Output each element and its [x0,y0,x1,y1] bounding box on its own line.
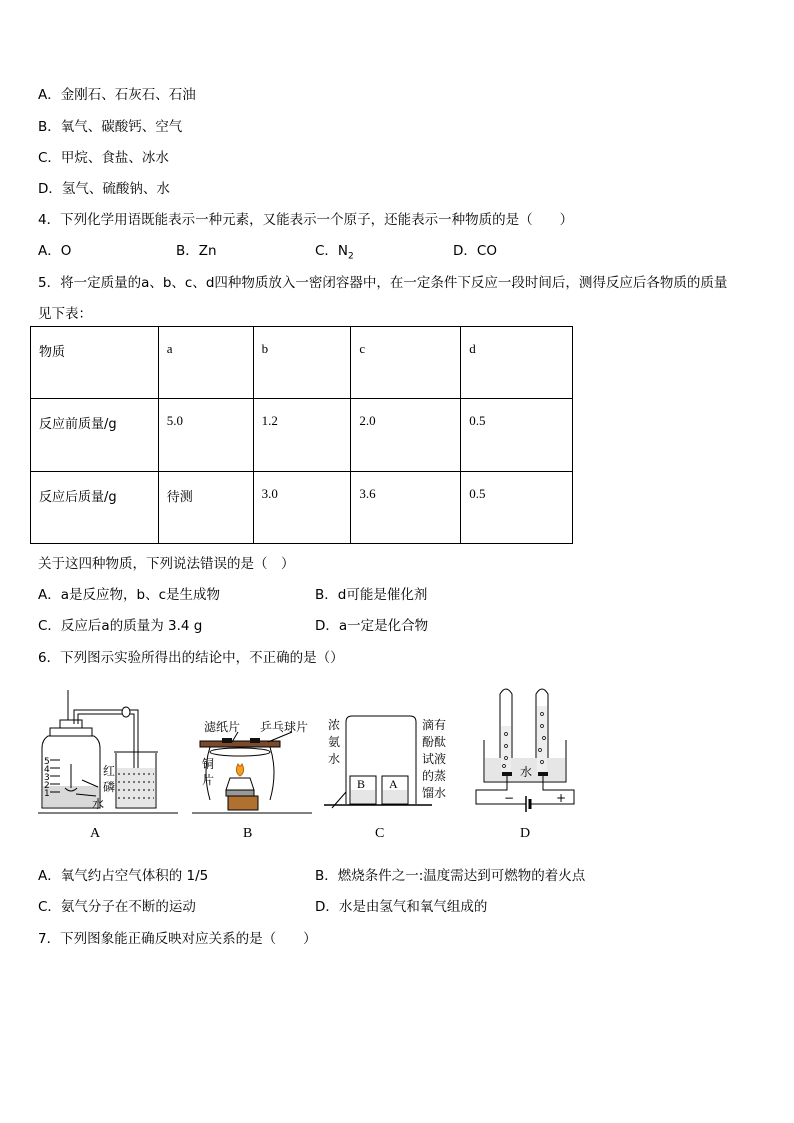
table-cell: a [158,327,253,399]
label-copper-2: 片 [202,773,215,787]
q3-option-d: D．氢气、硫酸钠、水 [38,181,170,197]
label-an: 氨 [328,735,341,749]
label-lin: 磷 [103,780,116,794]
table-cell: 1.2 [253,399,351,471]
scale-mark-2: 2 [44,781,50,791]
figure-b-label: B [243,826,253,841]
q3-option-b: B．氧气、碳酸钙、空气 [38,119,183,135]
figure-c-ammonia [320,712,452,816]
table-cell: d [461,327,573,399]
table-row [31,471,573,543]
q3-option-a: A．金刚石、石灰石、石油 [38,87,196,103]
label-filter-paper: 滤纸片 [204,720,241,734]
figure-a-label: A [90,826,101,841]
table-cell: 反应后质量/g [31,471,159,543]
label-minus: − [504,791,515,805]
label-copper-1: 铜 [202,757,215,771]
table-cell: 3.0 [253,471,351,543]
q4-option-d: D．CO [453,243,497,259]
label-right-4: 的蒸 [422,769,447,783]
table-cell: 待测 [158,471,253,543]
figure-d-label: D [520,826,531,841]
q4-option-a: A．O [38,243,72,259]
label-pingpong: 乒乓球片 [260,720,309,734]
table-cell: 2.0 [351,399,461,471]
table-cell: b [253,327,351,399]
label-right-5: 馏水 [422,786,447,800]
q6-option-b: B．燃烧条件之一:温度需达到可燃物的着火点 [315,868,586,884]
label-water-d: 水 [520,765,533,779]
table-cell: 5.0 [158,399,253,471]
label-shui: 水 [328,752,341,766]
table-cell: 反应前质量/g [31,399,159,471]
figure-d-electrolysis [470,684,585,820]
label-right-1: 滴有 [422,718,447,732]
q6-option-d: D．水是由氢气和氧气组成的 [315,899,488,915]
cup-a-label: A [389,777,398,791]
table-row [31,327,573,399]
table-cell: 0.5 [461,471,573,543]
label-plus: + [556,791,567,805]
q5-option-c: C．反应后a的质量为 3.4 g [38,618,203,634]
table-cell: 0.5 [461,399,573,471]
figure-b-combustion [192,712,322,820]
q4-stem: 4．下列化学用语既能表示一种元素，又能表示一个原子，还能表示一种物质的是（ ） [38,212,574,228]
label-hong: 红 [103,764,116,778]
label-water: 水 [92,797,105,811]
q4-option-b: B．Zn [176,243,217,259]
scale-mark-3: 3 [44,773,50,783]
q6-option-a: A．氧气约占空气体积的 1/5 [38,868,209,884]
scale-mark-1: 1 [44,789,50,799]
figure-c-label: C [375,826,385,841]
table-cell: c [351,327,461,399]
q6-option-c: C．氨气分子在不断的运动 [38,899,196,915]
q6-stem: 6．下列图示实验所得出的结论中，不正确的是（） [38,650,344,666]
table-row [31,399,573,471]
label-right-2: 酚酞 [422,735,447,749]
mass-table [30,326,573,544]
label-nong: 浓 [328,718,341,732]
q5-option-d: D．a一定是化合物 [315,618,429,634]
table-cell: 3.6 [351,471,461,543]
q7-stem: 7．下列图象能正确反映对应关系的是（ ） [38,931,317,947]
q5-stem-line2: 见下表： [38,306,92,322]
q4-option-c: C．$N_2$ [315,243,354,262]
table-cell: 物质 [31,327,159,399]
q5-question: 关于这四种物质，下列说法错误的是（ ） [38,556,295,572]
q5-option-b: B．d可能是催化剂 [315,587,428,603]
q5-option-a: A．a是反应物，b、c是生成物 [38,587,220,603]
q5-stem-line1: 5．将一定质量的a、b、c、d四种物质放入一密闭容器中，在一定条件下反应一段时间后，测得反应后各物质的质量 [38,275,728,291]
q3-option-c: C．甲烷、食盐、冰水 [38,150,169,166]
scale-mark-5: 5 [44,757,50,767]
figure-a-phosphorus [38,690,186,820]
cup-b-label: B [357,777,366,791]
scale-mark-4: 4 [44,765,50,775]
label-right-3: 试液 [422,752,447,766]
